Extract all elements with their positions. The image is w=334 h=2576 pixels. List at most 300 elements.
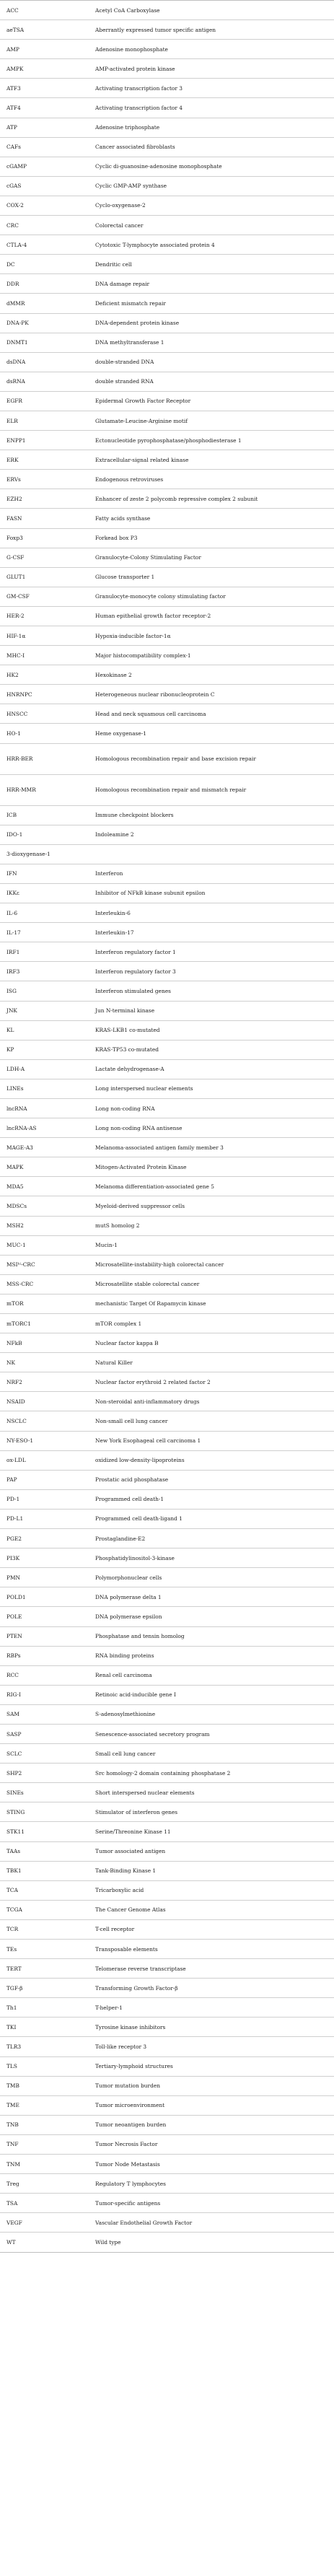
abbreviation-cell: PTEN xyxy=(0,1626,89,1646)
table-row xyxy=(0,923,334,942)
table-row xyxy=(0,1372,334,1392)
abbreviation-cell: Th1 xyxy=(0,1998,89,2018)
abbreviation-cell: mTORC1 xyxy=(0,1314,89,1333)
abbreviation-cell: AMPK xyxy=(0,59,89,79)
abbreviation-cell: SHP2 xyxy=(0,1764,89,1783)
table-row xyxy=(0,1841,334,1861)
abbreviation-cell: mTOR xyxy=(0,1294,89,1313)
abbreviation-cell: NSCLC xyxy=(0,1411,89,1431)
definition-cell: Transforming Growth Factor-β xyxy=(89,1979,334,1998)
abbreviation-cell: 3-dioxygenase-1 xyxy=(0,844,89,864)
table-row xyxy=(0,1040,334,1059)
abbreviation-cell: LDH-A xyxy=(0,1059,89,1079)
definition-cell: double stranded RNA xyxy=(89,372,334,391)
table-row xyxy=(0,1685,334,1704)
definition-cell: Human epithelial growth factor receptor-2 xyxy=(89,606,334,626)
table-row xyxy=(0,825,334,844)
definition-cell: Myeloid-derived suppressor cells xyxy=(89,1196,334,1216)
abbreviation-cell: IL-17 xyxy=(0,923,89,942)
definition-cell: Colorectal cancer xyxy=(89,216,334,235)
table-row xyxy=(0,665,334,685)
table-row xyxy=(0,626,334,646)
table-row xyxy=(0,59,334,79)
abbreviation-cell: TKI xyxy=(0,2018,89,2037)
abbreviation-cell: RIG-I xyxy=(0,1685,89,1704)
abbreviation-cell: KP xyxy=(0,1040,89,1059)
definition-cell: S-adenosylmethionine xyxy=(89,1704,334,1724)
abbreviation-cell: HIF-1α xyxy=(0,626,89,646)
table-row xyxy=(0,1880,334,1900)
definition-cell: Fatty acids synthase xyxy=(89,509,334,528)
table-row xyxy=(0,1979,334,1998)
definition-cell: Tumor microenvironment xyxy=(89,2095,334,2115)
table-row xyxy=(0,411,334,430)
definition-cell: Melanoma differentiation-associated gene 5 xyxy=(89,1177,334,1196)
table-row xyxy=(0,1470,334,1489)
table-row xyxy=(0,1196,334,1216)
abbreviation-cell: dsDNA xyxy=(0,352,89,372)
definition-cell: Glutamate-Leucine-Arginine motif xyxy=(89,411,334,430)
definition-cell xyxy=(89,844,334,864)
abbreviation-cell: HNSCC xyxy=(0,704,89,724)
table-row xyxy=(0,1998,334,2018)
definition-cell: Hypoxia-inducible factor-1α xyxy=(89,626,334,646)
definition-cell: Small cell lung cancer xyxy=(89,1744,334,1764)
abbreviation-cell: TERT xyxy=(0,1959,89,1979)
table-row xyxy=(0,1646,334,1665)
definition-cell: The Cancer Genome Atlas xyxy=(89,1900,334,1919)
abbreviation-cell: lncRNA xyxy=(0,1098,89,1118)
table-row xyxy=(0,235,334,255)
table-row xyxy=(0,903,334,923)
definition-cell: Tyrosine kinase inhibitors xyxy=(89,2018,334,2037)
abbreviation-cell: MDA5 xyxy=(0,1177,89,1196)
definition-cell: AMP-activated protein kinase xyxy=(89,59,334,79)
table-row xyxy=(0,2037,334,2056)
definition-cell: Homologous recombination repair and mismatch repair xyxy=(89,774,334,805)
table-row xyxy=(0,942,334,962)
definition-cell: Interleukin-17 xyxy=(89,923,334,942)
table-row xyxy=(0,1255,334,1274)
abbreviation-cell: NK xyxy=(0,1353,89,1372)
abbreviation-cell: IRF3 xyxy=(0,962,89,981)
abbreviation-cell: ATF3 xyxy=(0,79,89,98)
table-row xyxy=(0,157,334,176)
abbreviation-cell: GLUT1 xyxy=(0,567,89,587)
definition-cell: Deficient mismatch repair xyxy=(89,294,334,313)
abbreviation-cell: HRR-MMR xyxy=(0,774,89,805)
abbreviation-cell: TNM xyxy=(0,2155,89,2174)
abbreviation-cell: IRF1 xyxy=(0,942,89,962)
definition-cell: Endogenous retroviruses xyxy=(89,470,334,489)
table-row xyxy=(0,137,334,157)
table-row xyxy=(0,724,334,743)
definition-cell: Lactate dehydrogenase-A xyxy=(89,1059,334,1079)
abbreviation-cell: Treg xyxy=(0,2174,89,2194)
abbreviation-cell: MUC-1 xyxy=(0,1235,89,1255)
definition-cell: DNA damage repair xyxy=(89,274,334,294)
table-row xyxy=(0,2213,334,2233)
abbreviation-cell: NFkB xyxy=(0,1333,89,1353)
abbreviation-cell: MSH2 xyxy=(0,1216,89,1235)
abbreviation-cell: TCA xyxy=(0,1880,89,1900)
table-row xyxy=(0,274,334,294)
abbreviation-cell: FASN xyxy=(0,509,89,528)
abbreviation-cell: ENPP1 xyxy=(0,431,89,450)
abbreviation-cell: TNB xyxy=(0,2115,89,2134)
abbreviation-cell: PI3K xyxy=(0,1548,89,1568)
abbreviation-cell: Foxp3 xyxy=(0,528,89,548)
abbreviation-cell: SCLC xyxy=(0,1744,89,1764)
definition-cell: Vascular Endothelial Growth Factor xyxy=(89,2213,334,2233)
table-row xyxy=(0,844,334,864)
definition-cell: Melanoma-associated antigen family member 3 xyxy=(89,1138,334,1157)
table-row xyxy=(0,1353,334,1372)
abbreviation-cell: TNF xyxy=(0,2134,89,2154)
definition-cell: Mitogen-Activated Protein Kinase xyxy=(89,1157,334,1177)
definition-cell: Prostaglandine-E2 xyxy=(89,1529,334,1548)
abbreviation-cell: PD-L1 xyxy=(0,1509,89,1528)
abbreviation-cell: MSIʰⁱ-CRC xyxy=(0,1255,89,1274)
table-row xyxy=(0,2194,334,2213)
table-row xyxy=(0,1489,334,1509)
definition-cell: Src homology-2 domain containing phosphatase 2 xyxy=(89,1764,334,1783)
table-row xyxy=(0,1138,334,1157)
abbreviation-cell: STING xyxy=(0,1802,89,1822)
table-row xyxy=(0,1959,334,1979)
table-row xyxy=(0,567,334,587)
abbreviation-cell: EGFR xyxy=(0,391,89,411)
table-row xyxy=(0,1118,334,1138)
abbreviation-cell: HK2 xyxy=(0,665,89,685)
definition-cell: Tumor mutation burden xyxy=(89,2076,334,2095)
table-row xyxy=(0,1294,334,1313)
definition-cell: RNA binding proteins xyxy=(89,1646,334,1665)
abbreviation-cell: NY-ESO-1 xyxy=(0,1431,89,1450)
abbreviation-cell: dMMR xyxy=(0,294,89,313)
abbreviation-cell: HNRNPC xyxy=(0,685,89,704)
table-row xyxy=(0,587,334,606)
table-row xyxy=(0,548,334,567)
table-row xyxy=(0,1157,334,1177)
definition-cell: Non-steroidal anti-inflammatory drugs xyxy=(89,1392,334,1411)
table-row xyxy=(0,509,334,528)
abbreviation-cell: MDSCs xyxy=(0,1196,89,1216)
definition-cell: Activating transcription factor 3 xyxy=(89,79,334,98)
table-row xyxy=(0,2155,334,2174)
table-row xyxy=(0,646,334,665)
abbreviation-cell: ICB xyxy=(0,805,89,825)
definition-cell: mechanistic Target Of Rapamycin kinase xyxy=(89,1294,334,1313)
definition-cell: Homologous recombination repair and base excision repair xyxy=(89,743,334,774)
definition-cell: Long non-coding RNA xyxy=(89,1098,334,1118)
definition-cell: Serine/Threonine Kinase 11 xyxy=(89,1822,334,1841)
table-row xyxy=(0,528,334,548)
abbreviation-cell: TCGA xyxy=(0,1900,89,1919)
abbreviations-table-body xyxy=(0,1,334,2253)
table-row xyxy=(0,1607,334,1626)
definition-cell: Granulocyte-Colony Stimulating Factor xyxy=(89,548,334,567)
abbreviation-cell: TLS xyxy=(0,2056,89,2076)
definition-cell: Prostatic acid phosphatase xyxy=(89,1470,334,1489)
table-row xyxy=(0,1411,334,1431)
table-row xyxy=(0,255,334,274)
abbreviation-cell: DC xyxy=(0,255,89,274)
definition-cell: Non-small cell lung cancer xyxy=(89,1411,334,1431)
definition-cell: double-stranded DNA xyxy=(89,352,334,372)
table-row xyxy=(0,352,334,372)
table-row xyxy=(0,1626,334,1646)
abbreviation-cell: TSA xyxy=(0,2194,89,2213)
abbreviation-cell: ERVs xyxy=(0,470,89,489)
table-row xyxy=(0,805,334,825)
abbreviation-cell: MAPK xyxy=(0,1157,89,1177)
definition-cell: Interferon regulatory factor 1 xyxy=(89,942,334,962)
definition-cell: Tumor Node Metastasis xyxy=(89,2155,334,2174)
table-row xyxy=(0,743,334,774)
abbreviation-cell: MHC-I xyxy=(0,646,89,665)
table-row xyxy=(0,2056,334,2076)
abbreviation-cell: TBK1 xyxy=(0,1861,89,1880)
abbreviation-cell: RBPs xyxy=(0,1646,89,1665)
table-row xyxy=(0,1216,334,1235)
definition-cell: Extracellular-signal related kinase xyxy=(89,450,334,470)
definition-cell: T-cell receptor xyxy=(89,1919,334,1939)
table-row xyxy=(0,864,334,883)
table-row xyxy=(0,1392,334,1411)
table-row xyxy=(0,962,334,981)
table-row xyxy=(0,1665,334,1685)
abbreviation-cell: IDO-1 xyxy=(0,825,89,844)
table-row xyxy=(0,1450,334,1470)
definition-cell: Retinoic acid-inducible gene I xyxy=(89,1685,334,1704)
table-row xyxy=(0,1314,334,1333)
table-row xyxy=(0,176,334,196)
table-row xyxy=(0,1059,334,1079)
abbreviation-cell: DNA-PK xyxy=(0,313,89,333)
abbreviation-cell: G-CSF xyxy=(0,548,89,567)
table-row xyxy=(0,2115,334,2134)
abbreviation-cell: cGAMP xyxy=(0,157,89,176)
abbreviation-cell: cGAS xyxy=(0,176,89,196)
table-row xyxy=(0,2095,334,2115)
table-row xyxy=(0,313,334,333)
definition-cell: Tumor Necrosis Factor xyxy=(89,2134,334,2154)
table-row xyxy=(0,2233,334,2252)
table-row xyxy=(0,1704,334,1724)
definition-cell: Ectonucleotide pyrophosphatase/phosphodiesterase 1 xyxy=(89,431,334,450)
table-row xyxy=(0,79,334,98)
abbreviation-cell: TMB xyxy=(0,2076,89,2095)
definition-cell: Aberrantly expressed tumor specific antigen xyxy=(89,20,334,40)
table-row xyxy=(0,1079,334,1098)
abbreviation-cell: CRC xyxy=(0,216,89,235)
definition-cell: oxidized low-density-lipoproteins xyxy=(89,1450,334,1470)
table-row xyxy=(0,1333,334,1353)
table-row xyxy=(0,1900,334,1919)
definition-cell: Mucin-1 xyxy=(89,1235,334,1255)
abbreviation-cell: dsRNA xyxy=(0,372,89,391)
table-row xyxy=(0,216,334,235)
definition-cell: Regulatory T lymphocytes xyxy=(89,2174,334,2194)
abbreviation-cell: ATF4 xyxy=(0,98,89,118)
table-row xyxy=(0,489,334,509)
definition-cell: Interferon stimulated genes xyxy=(89,981,334,1001)
table-row xyxy=(0,2018,334,2037)
definition-cell: Interleukin-6 xyxy=(89,903,334,923)
table-row xyxy=(0,294,334,313)
table-row xyxy=(0,2134,334,2154)
table-row xyxy=(0,1098,334,1118)
table-row xyxy=(0,470,334,489)
definition-cell: KRAS-TP53 co-mutated xyxy=(89,1040,334,1059)
abbreviation-cell: RCC xyxy=(0,1665,89,1685)
abbreviation-cell: POLD1 xyxy=(0,1587,89,1607)
abbreviation-cell: WT xyxy=(0,2233,89,2252)
abbreviation-cell: TLR3 xyxy=(0,2037,89,2056)
abbreviation-cell: AMP xyxy=(0,40,89,59)
table-row xyxy=(0,450,334,470)
abbreviation-cell: ATP xyxy=(0,118,89,137)
table-row xyxy=(0,1919,334,1939)
abbreviation-cell: DDR xyxy=(0,274,89,294)
abbreviation-cell: PGE2 xyxy=(0,1529,89,1548)
definition-cell: Acetyl CoA Carboxylase xyxy=(89,1,334,20)
table-row xyxy=(0,391,334,411)
abbreviation-cell: TEs xyxy=(0,1940,89,1959)
definition-cell: Nuclear factor kappa B xyxy=(89,1333,334,1353)
table-row xyxy=(0,1001,334,1020)
definition-cell: Activating transcription factor 4 xyxy=(89,98,334,118)
abbreviation-cell: ACC xyxy=(0,1,89,20)
definition-cell: Interferon xyxy=(89,864,334,883)
table-row xyxy=(0,685,334,704)
abbreviation-cell: DNMT1 xyxy=(0,333,89,352)
definition-cell: Nuclear factor erythroid 2 related factor 2 xyxy=(89,1372,334,1392)
abbreviation-cell: TGF-β xyxy=(0,1979,89,1998)
table-row xyxy=(0,1822,334,1841)
definition-cell: T-helper-1 xyxy=(89,1998,334,2018)
definition-cell: Renal cell carcinoma xyxy=(89,1665,334,1685)
abbreviation-cell: ox-LDL xyxy=(0,1450,89,1470)
definition-cell: Cyclic GMP-AMP synthase xyxy=(89,176,334,196)
abbreviation-cell: TAAs xyxy=(0,1841,89,1861)
table-row xyxy=(0,1568,334,1587)
abbreviation-cell: MAGE-A3 xyxy=(0,1138,89,1157)
table-row xyxy=(0,2076,334,2095)
abbreviation-cell: aeTSA xyxy=(0,20,89,40)
definition-cell: Microsatellite stable colorectal cancer xyxy=(89,1274,334,1294)
abbreviation-cell: TCR xyxy=(0,1919,89,1939)
definition-cell: mTOR complex 1 xyxy=(89,1314,334,1333)
definition-cell: Tricarboxylic acid xyxy=(89,1880,334,1900)
definition-cell: Jun N-terminal kinase xyxy=(89,1001,334,1020)
table-row xyxy=(0,1587,334,1607)
table-row xyxy=(0,1529,334,1548)
definition-cell: Dendritic cell xyxy=(89,255,334,274)
table-row xyxy=(0,118,334,137)
definition-cell: Hexokinase 2 xyxy=(89,665,334,685)
table-row xyxy=(0,20,334,40)
definition-cell: Immune checkpoint blockers xyxy=(89,805,334,825)
table-row xyxy=(0,1274,334,1294)
abbreviation-cell: LINEs xyxy=(0,1079,89,1098)
definition-cell: Heme oxygenase-1 xyxy=(89,724,334,743)
definition-cell: DNA polymerase epsilon xyxy=(89,1607,334,1626)
table-row xyxy=(0,1802,334,1822)
definition-cell: Phosphatase and tensin homolog xyxy=(89,1626,334,1646)
table-row xyxy=(0,981,334,1001)
definition-cell: Tumor neoantigen burden xyxy=(89,2115,334,2134)
table-row xyxy=(0,372,334,391)
table-row xyxy=(0,1548,334,1568)
table-row xyxy=(0,1764,334,1783)
definition-cell: DNA-dependent protein kinase xyxy=(89,313,334,333)
definition-cell: Tank-Binding Kinase 1 xyxy=(89,1861,334,1880)
definition-cell: Cytotoxic T-lymphocyte associated protein 4 xyxy=(89,235,334,255)
definition-cell: Long interspersed nuclear elements xyxy=(89,1079,334,1098)
definition-cell: Head and neck squamous cell carcinoma xyxy=(89,704,334,724)
definition-cell: Microsatellite-instability-high colorectal cancer xyxy=(89,1255,334,1274)
abbreviation-cell: SAM xyxy=(0,1704,89,1724)
abbreviation-cell: KL xyxy=(0,1020,89,1040)
abbreviation-cell: GM-CSF xyxy=(0,587,89,606)
abbreviation-cell: VEGF xyxy=(0,2213,89,2233)
definition-cell: Cyclo-oxygenase-2 xyxy=(89,196,334,215)
abbreviation-cell: SINEs xyxy=(0,1783,89,1802)
abbreviation-cell: COX-2 xyxy=(0,196,89,215)
abbreviation-cell: POLE xyxy=(0,1607,89,1626)
definition-cell: DNA methyltransferase 1 xyxy=(89,333,334,352)
definition-cell: Tumor associated antigen xyxy=(89,1841,334,1861)
abbreviation-cell: ERK xyxy=(0,450,89,470)
abbreviation-cell: CTLA-4 xyxy=(0,235,89,255)
table-row xyxy=(0,196,334,215)
abbreviation-cell: EZH2 xyxy=(0,489,89,509)
definition-cell: New York Esophageal cell carcinoma 1 xyxy=(89,1431,334,1450)
definition-cell: Interferon regulatory factor 3 xyxy=(89,962,334,981)
table-row xyxy=(0,606,334,626)
abbreviation-cell: JNK xyxy=(0,1001,89,1020)
abbreviation-cell: PD-1 xyxy=(0,1489,89,1509)
table-row xyxy=(0,1431,334,1450)
definition-cell: KRAS-LKB1 co-mutated xyxy=(89,1020,334,1040)
table-row xyxy=(0,40,334,59)
definition-cell: Inhibitor of NFkB kinase subunit epsilon xyxy=(89,883,334,903)
abbreviation-cell: NRF2 xyxy=(0,1372,89,1392)
definition-cell: Tertiary-lymphoid structures xyxy=(89,2056,334,2076)
abbreviation-cell: STK11 xyxy=(0,1822,89,1841)
abbreviation-cell: HER-2 xyxy=(0,606,89,626)
table-row xyxy=(0,1177,334,1196)
abbreviation-cell: HRR-BER xyxy=(0,743,89,774)
abbreviation-cell: PAP xyxy=(0,1470,89,1489)
table-row xyxy=(0,1509,334,1528)
abbreviation-cell: TME xyxy=(0,2095,89,2115)
definition-cell: Wild type xyxy=(89,2233,334,2252)
definition-cell: Natural Killer xyxy=(89,1353,334,1372)
definition-cell: Toll-like receptor 3 xyxy=(89,2037,334,2056)
abbreviation-cell: ELR xyxy=(0,411,89,430)
definition-cell: Phosphatidylinositol-3-kinase xyxy=(89,1548,334,1568)
abbreviation-cell: MSS-CRC xyxy=(0,1274,89,1294)
table-row xyxy=(0,431,334,450)
abbreviation-cell: PMN xyxy=(0,1568,89,1587)
definition-cell: DNA polymerase delta 1 xyxy=(89,1587,334,1607)
definition-cell: Telomerase reverse transcriptase xyxy=(89,1959,334,1979)
definition-cell: Long non-coding RNA antisense xyxy=(89,1118,334,1138)
abbreviation-cell: lncRNA-AS xyxy=(0,1118,89,1138)
